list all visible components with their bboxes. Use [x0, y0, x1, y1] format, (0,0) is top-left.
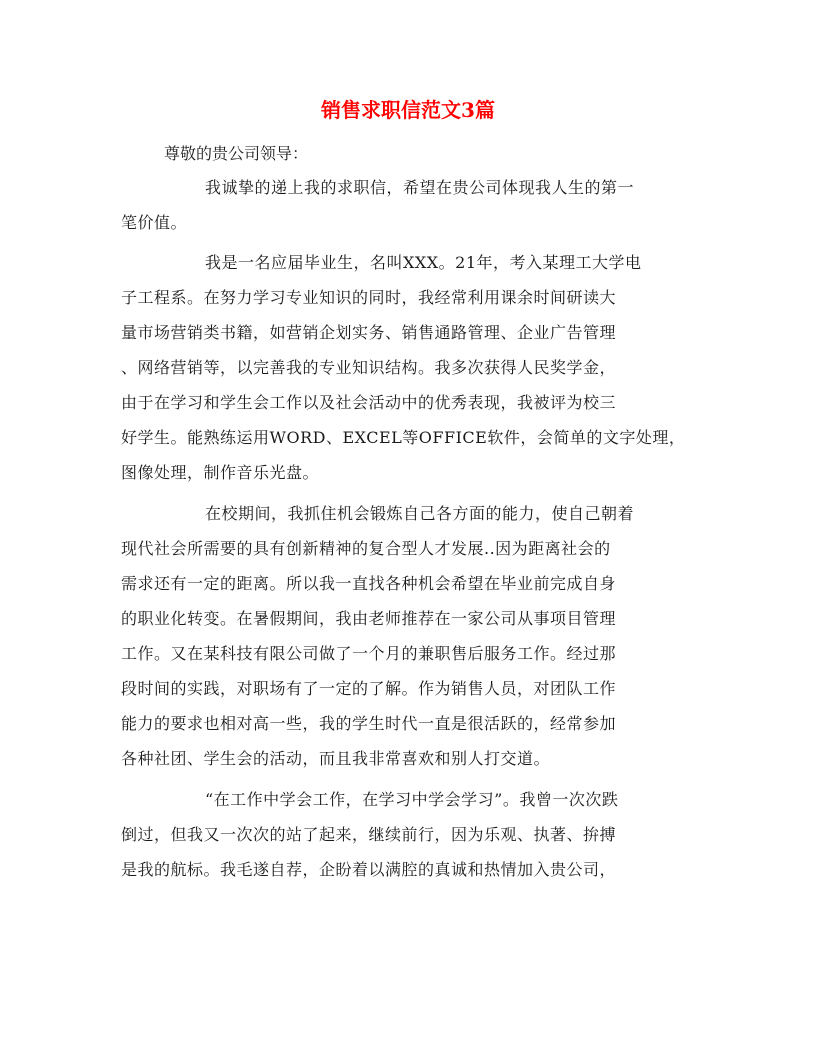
text-line: 图像处理，制作音乐光盘。 — [121, 463, 320, 482]
salutation: 尊敬的贵公司领导： — [164, 144, 309, 163]
document-title: 销售求职信范文3篇 — [321, 98, 495, 122]
text-line: 量市场营销类书籍，如营销企划实务、销售通路管理、企业广告管理 — [121, 323, 617, 342]
text-line: 各种社团、学生会的活动，而且我非常喜欢和别人打交道。 — [121, 749, 551, 768]
text-line: 、网络营销等，以完善我的专业知识结构。我多次获得人民奖学金， — [121, 358, 617, 377]
text-line: 我诚挚的递上我的求职信，希望在贵公司体现我人生的第一 — [205, 178, 635, 197]
text-line: 好学生。能熟练运用WORD、EXCEL等OFFICE软件，会简单的文字处理， — [121, 428, 686, 447]
text-line: 笔价值。 — [121, 213, 188, 232]
text-line: 由于在学习和学生会工作以及社会活动中的优秀表现，我被评为校三 — [121, 393, 617, 412]
text-line: 子工程系。在努力学习专业知识的同时，我经常利用课余时间研读大 — [121, 288, 617, 307]
text-line: 段时间的实践，对职场有了一定的了解。作为销售人员，对团队工作 — [121, 679, 617, 698]
text-line: 能力的要求也相对高一些，我的学生时代一直是很活跃的，经常参加 — [121, 714, 617, 733]
text-line: 现代社会所需要的具有创新精神的复合型人才发展..因为距离社会的 — [121, 539, 611, 558]
text-line: 的职业化转变。在暑假期间，我由老师推荐在一家公司从事项目管理 — [121, 609, 617, 628]
text-line: 倒过，但我又一次次的站了起来，继续前行，因为乐观、执著、拚搏 — [121, 825, 617, 844]
text-line: 需求还有一定的距离。所以我一直找各种机会希望在毕业前完成自身 — [121, 574, 617, 593]
text-line: 在校期间，我抓住机会锻炼自己各方面的能力，使自己朝着 — [205, 504, 635, 523]
text-line: 我是一名应届毕业生，名叫XXX。21年，考入某理工大学电 — [205, 253, 642, 272]
text-line: “在工作中学会工作，在学习中学会学习”。我曾一次次跌 — [205, 790, 619, 809]
text-line: 工作。又在某科技有限公司做了一个月的兼职售后服务工作。经过那 — [121, 644, 617, 663]
text-line: 是我的航标。我毛遂自荐，企盼着以满腔的真诚和热情加入贵公司， — [121, 860, 617, 879]
